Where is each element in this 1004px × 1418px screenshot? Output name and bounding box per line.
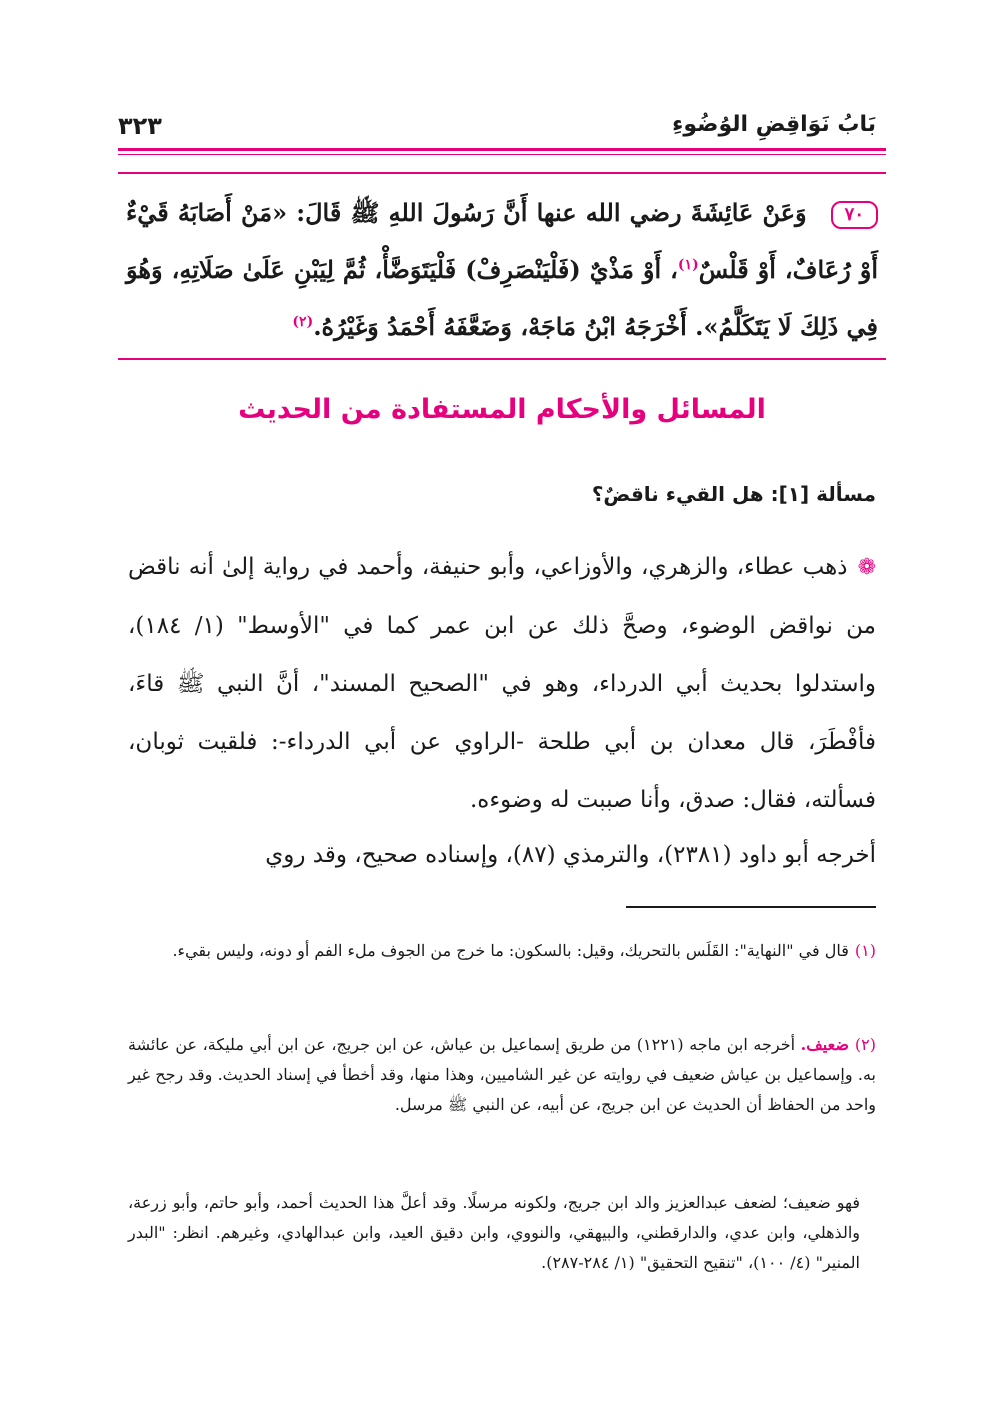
hadith-number-badge: ٧٠ (831, 201, 878, 229)
footnote-2-number: (٢) (854, 1035, 876, 1054)
footnote-1-text: قال في "النهاية": القَلَس بالتحريك، وقيل: بالسكون: ما خرج من الجوف ملء الفم أو دونه، وليس بقيء. (172, 941, 849, 960)
section-title: المسائل والأحكام المستفادة من الحديث (238, 394, 766, 425)
page-number: ٣٢٣ (118, 112, 162, 140)
hadith-top-rule (118, 172, 886, 174)
hadith-text (126, 186, 878, 353)
body-paragraph-2: أخرجه أبو داود (٢٣٨١)، والترمذي (٨٧)، وإسناده صحيح، وقد روي (265, 842, 876, 868)
hadith-text-part1: وَعَنْ عَائِشَةَ رضي الله عنها أَنَّ رَسُولَ اللهِ ﷺ قَالَ: «مَنْ أَصَابَهُ قَيْءٌ أَوْ رُعَافٌ، أَوْ قَلْسٌ (126, 198, 878, 284)
footnote-2-text: أخرجه ابن ماجه (١٢٢١) من طريق إسماعيل بن عياش، عن ابن جريج، عن ابن أبي مليكة، عن عائشة به. وإسماعيل بن عياش ضعيف في روايته عن غير الشاميين، وهذا منها، وقد أخطأ في إسناد الحديث. وقد رجح غير واحد من الحفاظ أن الحديث عن ابن جريج، عن أبيه، عن النبي ﷺ مرسل. (128, 1035, 876, 1114)
flower-ornament-icon: ❁ (857, 555, 876, 580)
footnote-2-continuation: فهو ضعيف؛ لضعف عبدالعزيز والد ابن جريج، ولكونه مرسلًا. وقد أعلَّ هذا الحديث أحمد، وأبو حاتم، وأبو زرعة، والذهلي، وابن عدي، والدارقطني، والبيهقي، والنووي، وابن دقيق العيد، وابن عبدالهادي، وغيرهم. انظر: "البدر المنير" (٤/ ١٠٠)، "تنقيح التحقيق" (١/ ٢٨٤-٢٨٧). (128, 1193, 861, 1272)
question-heading: مسألة [١]: هل القيء ناقضٌ؟ (591, 482, 876, 506)
footnote-1 (128, 936, 876, 966)
body-paragraph-1 (128, 538, 876, 829)
footnote-mark-2[interactable]: (٢) (292, 314, 314, 330)
footnote-1-number: (١) (854, 941, 876, 960)
header-rule-thin (118, 154, 886, 155)
hadith-bottom-rule (118, 358, 886, 360)
footnote-mark-1[interactable]: (١) (677, 257, 699, 273)
footnote-separator (626, 906, 876, 908)
header-rule-thick (118, 148, 886, 151)
hadith-text-part2: ، أَوْ مَذْيٌ (فَلْيَنْصَرِفْ) فَلْيَتَوَضَّأْ، ثُمَّ لِيَبْنِ عَلَىٰ صَلَاتِهِ، وَهُوَ فِي ذَلِكَ لَا يَتَكَلَّمُ». أَخْرَجَهُ ابْنُ مَاجَهْ، وَضَعَّفَهُ أَحْمَدُ وَغَيْرُهُ. (126, 255, 878, 341)
footnote-2 (128, 1030, 876, 1120)
hadith-box (118, 172, 886, 360)
body-paragraph-1-text: ذهب عطاء، والزهري، والأوزاعي، وأبو حنيفة، وأحمد في رواية إلىٰ أنه ناقض من نواقض الوضوء، وصحَّ ذلك عن ابن عمر كما في "الأوسط" (١/ ١٨٤)، واستدلوا بحديث أبي الدرداء، وهو في "الصحيح المسند"، أنَّ النبي ﷺ قاءَ، فأفْطَرَ، قال معدان بن أبي طلحة -الراوي عن أبي الدرداء-: فلقيت ثوبان، فسألته، فقال: صدق، وأنا صببت له وضوءه. (128, 554, 876, 813)
footnote-2-grade: ضعيف. (800, 1035, 849, 1054)
chapter-title: بَابُ نَوَاقِضِ الوُضُوءِ (672, 112, 876, 137)
